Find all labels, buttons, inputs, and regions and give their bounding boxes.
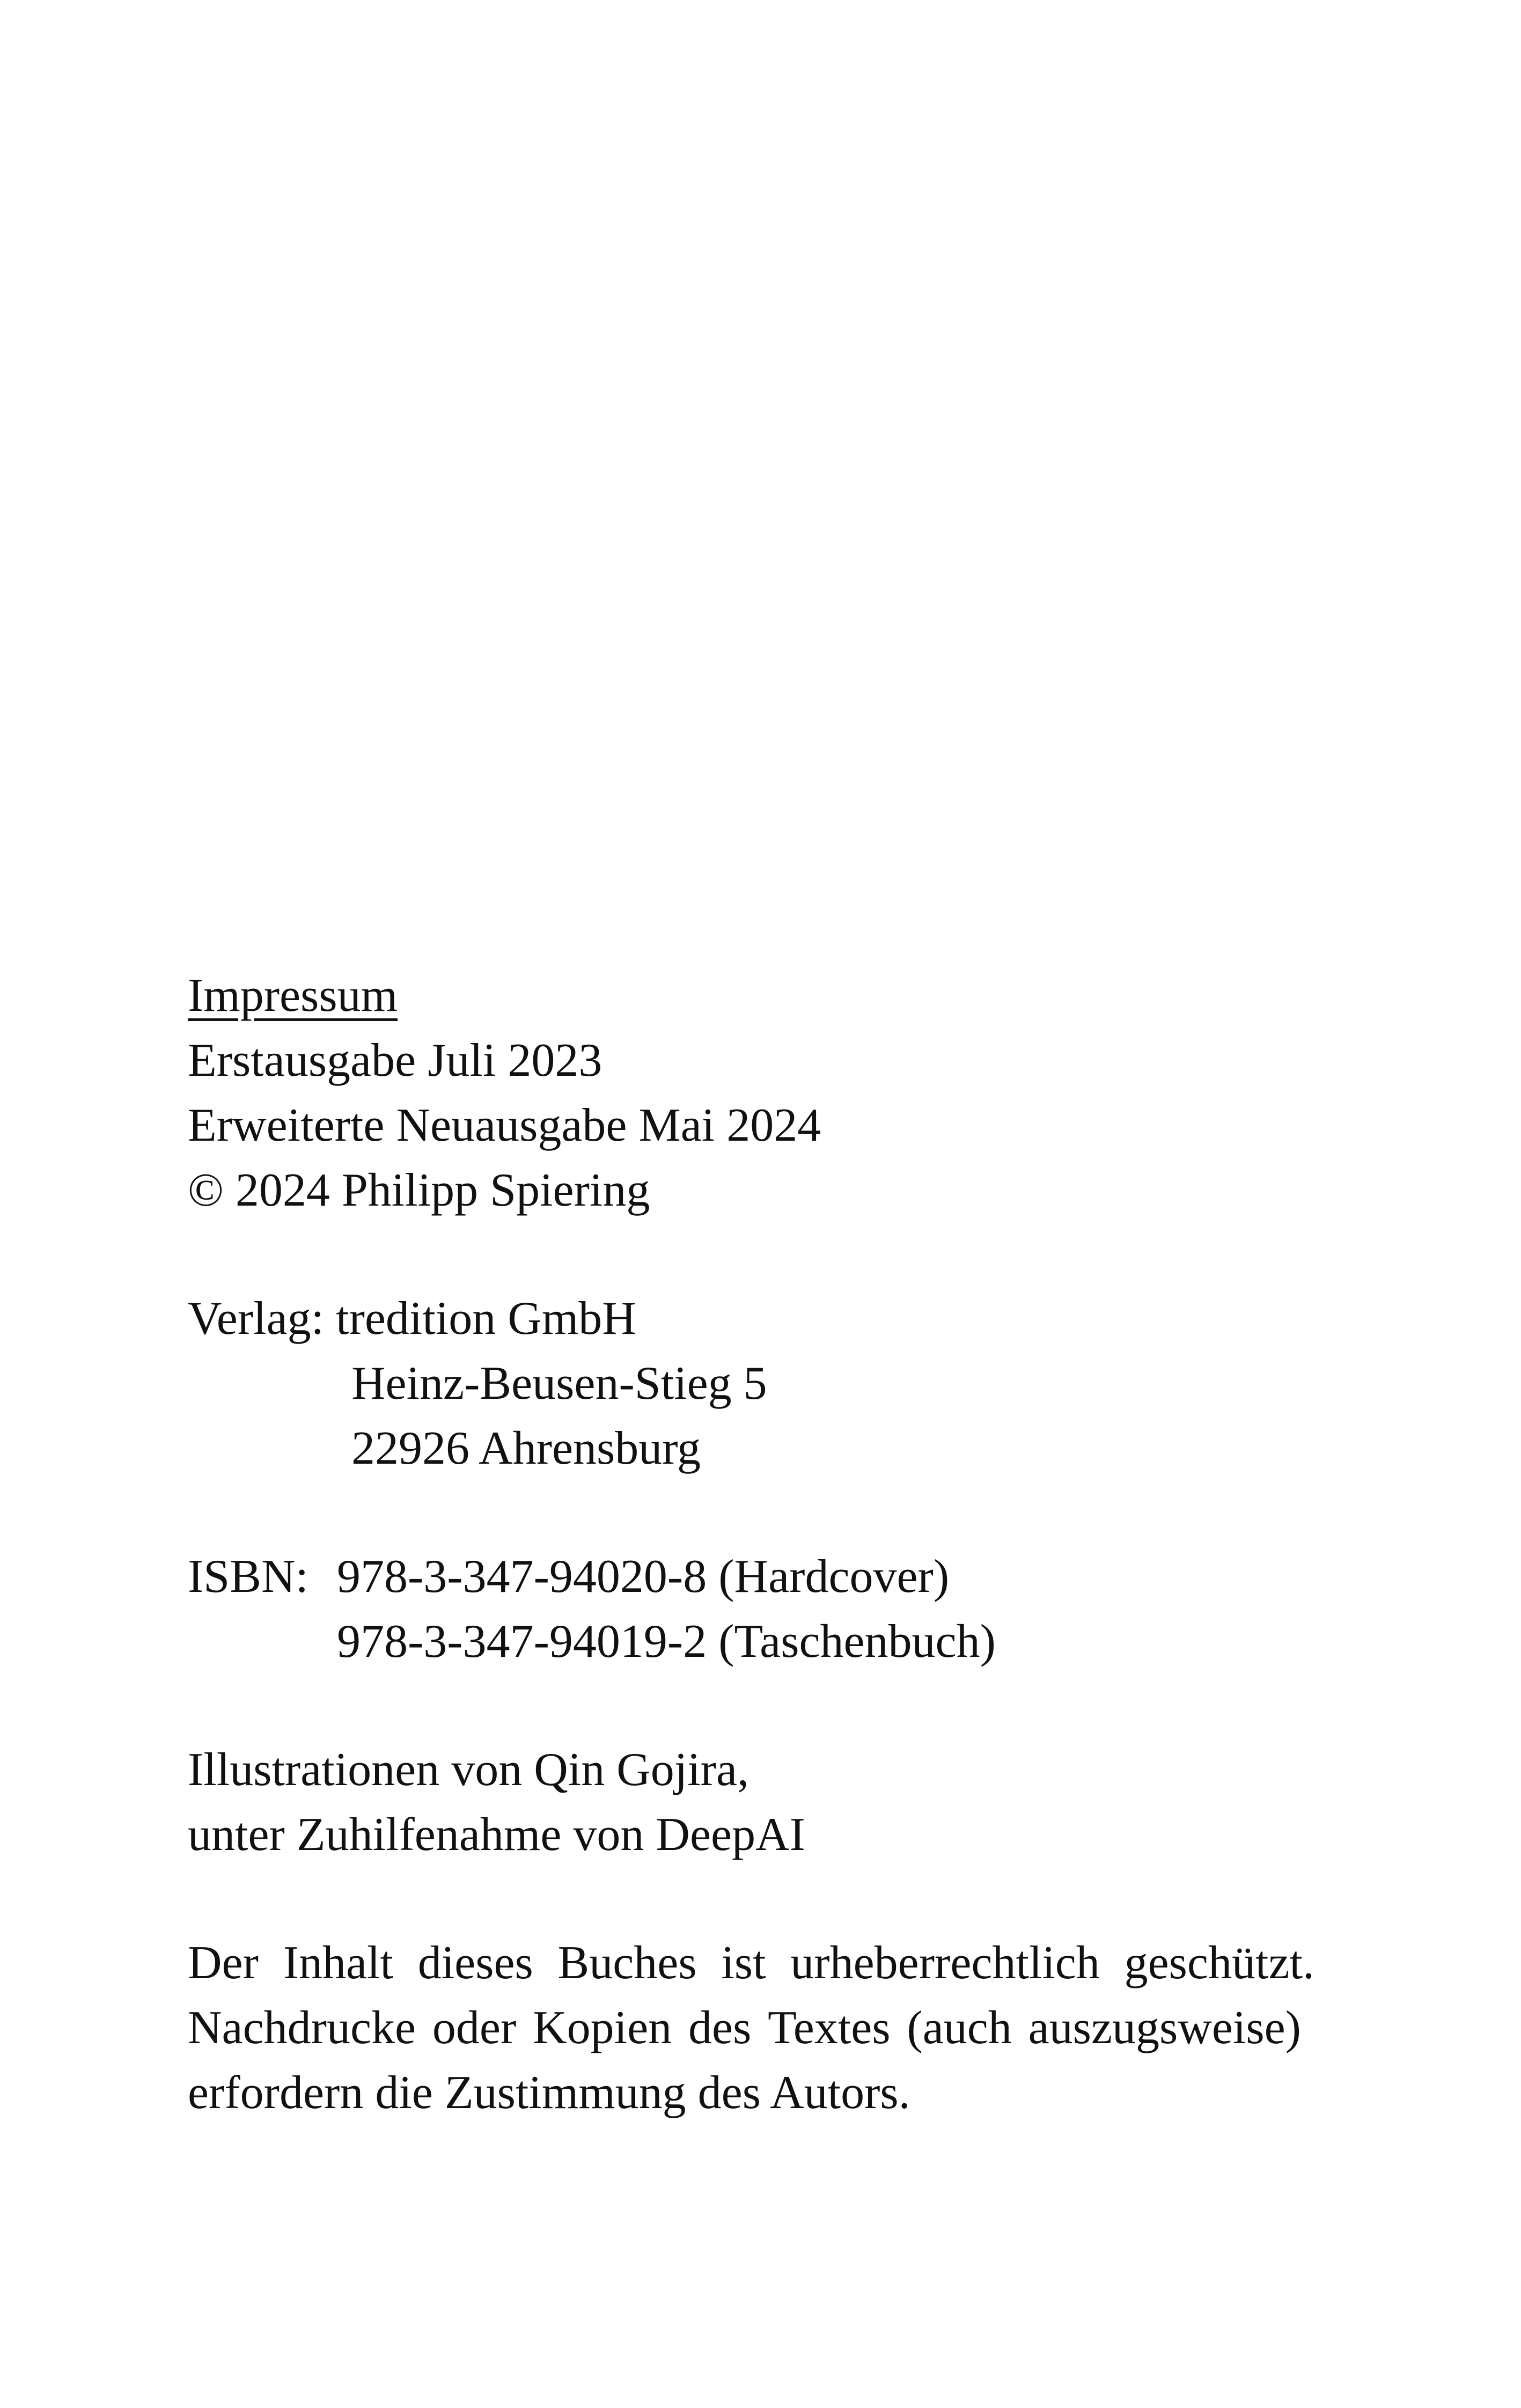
notice-word: (auch (907, 2002, 1012, 2054)
notice-word: Der (188, 1937, 259, 1989)
isbn-hardcover: 978-3-347-94020-8 (Hardcover) (337, 1551, 950, 1603)
copyright-line: © 2024 Philipp Spiering (188, 1164, 650, 1216)
imprint-block (188, 963, 1325, 2125)
imprint-heading-line (188, 963, 1325, 1028)
spacer (188, 1481, 1325, 1544)
notice-word: ist (721, 1937, 766, 1989)
notice-word: des (688, 2002, 752, 2054)
first-edition: Erstausgabe Juli 2023 (188, 1034, 602, 1086)
publisher-line: Verlag: tredition GmbH (188, 1293, 636, 1345)
imprint-heading: Impressum (188, 970, 398, 1022)
notice-line-3: erfordern die Zustimmung des Autors. (188, 2067, 910, 2119)
isbn-indent (188, 1609, 337, 1674)
publisher-city: 22926 Ahrensburg (351, 1422, 701, 1474)
publisher-street: Heinz-Beusen-Stieg 5 (351, 1357, 767, 1409)
notice-word: geschützt. (1124, 1937, 1314, 1989)
notice-word: Nachdrucke (188, 2002, 416, 2054)
notice-word: Textes (768, 2002, 891, 2054)
notice-word: Buches (557, 1937, 697, 1989)
notice-word: urheberrechtlich (790, 1937, 1100, 1989)
spacer (188, 1223, 1325, 1286)
spacer (188, 1674, 1325, 1737)
copyright-notice (188, 1930, 1314, 2125)
illustrations-line-2: unter Zuhilfenahme von DeepAI (188, 1809, 805, 1861)
notice-word: dieses (417, 1937, 533, 1989)
notice-word: Kopien (533, 2002, 672, 2054)
notice-line-1 (188, 1930, 1314, 1995)
isbn-row-hardcover (188, 1544, 1325, 1609)
isbn-paperback: 978-3-347-94019-2 (Taschenbuch) (337, 1616, 996, 1668)
spacer (188, 1867, 1325, 1930)
isbn-label: ISBN: (188, 1551, 308, 1603)
isbn-row-paperback (188, 1609, 1325, 1674)
notice-word: Inhalt (283, 1937, 393, 1989)
notice-line-2 (188, 1995, 1301, 2060)
new-edition: Erweiterte Neuausgabe Mai 2024 (188, 1099, 821, 1151)
notice-word: auszugsweise) (1028, 2002, 1301, 2054)
illustrations-line-1: Illustrationen von Qin Gojira, (188, 1744, 750, 1796)
notice-word: oder (432, 2002, 517, 2054)
